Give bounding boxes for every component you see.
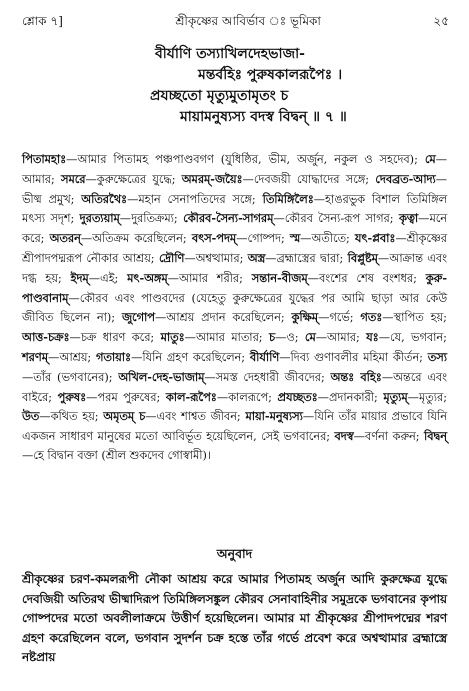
synonym-term: শরণম্ <box>22 349 49 364</box>
synonym-meaning: —গোষ্পদ; <box>236 232 290 246</box>
synonym-meaning: —কালরূপে; <box>216 390 278 404</box>
page-number: ২৫ <box>433 14 449 28</box>
synonym-term: দেবব্রত-আদ্য <box>375 171 436 186</box>
synonym-term: বিপ্লুষ্টম্ <box>347 250 378 265</box>
synonym-term: মে <box>424 152 436 166</box>
synonym-term: কাল-রূপৈঃ <box>165 389 217 404</box>
translation-paragraph: শ্রীকৃষ্ণের চরণ-কমলরূপী নৌকা আশ্রয় করে আমার পিতামহ অর্জুন আদি কুরুক্ষেত্র যুদ্ধে দেবজিয়ী অতিরথ ভীষ্মাদিরূপ তিমিঙ্গিলসঙ্কুল কৌরব সেনাবাহিনীর সমুদ্রকে ভগবানের কৃপায় গোষ্পদের মতো অবলীলাক্রমে উত্তীর্ণ হয়েছিলেন। আমার মা শ্রীকৃষ্ণের শ্রীপাদপদ্মের শরণ গ্রহণ করেছিলেন বলে, ভগবান সুদর্শন চক্র হস্তে তাঁর গর্ভে প্রবেশ করে অশ্বত্থামার ব্রহ্মাস্ত্রে নষ্টপ্রায় <box>22 572 447 664</box>
synonym-meaning: —আশ্রয়; <box>48 350 96 364</box>
synonym-term: কৌরব-সৈন্য-সাগরম্ <box>183 211 274 226</box>
synonym-meaning: —চক্র ধারণ করে; <box>69 331 161 345</box>
synonym-meaning: —আশ্রয় প্রদান করেছিলেন; <box>154 311 292 325</box>
synonym-term: দ্রৌণি <box>158 250 185 265</box>
synonym-meaning: —কথিত হয়; <box>39 410 104 424</box>
synonym-meaning: —অতীতে; <box>300 232 355 246</box>
chapter-title: শ্রীকৃষ্ণের আবির্ভাব ঃ ভূমিকা <box>175 14 321 28</box>
synonym-meaning: —আক্রান্ত এবং দগ্ধ হয়; <box>22 251 447 285</box>
synonym-term: ইদম্ <box>70 270 89 285</box>
synonym-term: মাতুঃ <box>160 330 185 345</box>
synonym-term: বৎস-পদম্ <box>191 231 237 246</box>
page-header <box>22 14 449 32</box>
synonym-term: বিদ্বন্ <box>424 429 447 444</box>
synonym-term: জুগোপ <box>121 310 155 325</box>
synonym-meaning: —অশ্বত্থামার; <box>184 251 248 265</box>
synonym-meaning: —বংশের শেষ বংশধর; <box>307 271 426 285</box>
synonym-term: চ <box>268 330 276 345</box>
synonym-term: অখিল-দেহ-ভাজাম্ <box>118 369 205 384</box>
synonym-term: কৃত্বা <box>398 211 419 226</box>
synonym-meaning: —দুরতিক্রম্য; <box>119 212 184 226</box>
synonym-meaning: —এবং শাশ্বত জীবন; <box>145 410 246 424</box>
synonym-meaning: —ও; <box>275 331 305 345</box>
synonym-meaning: —যে, ভগবান; <box>378 331 447 345</box>
synonym-meaning: —মনে করে; <box>22 212 448 246</box>
synonym-term: অতিরথৈঃ <box>81 191 128 206</box>
synonym-meaning: —কুরুক্ষেত্রের যুদ্ধে; <box>85 172 182 186</box>
synonym-term: স্ম <box>289 231 301 246</box>
synonym-term: অন্তঃ বহিঃ <box>330 369 382 384</box>
synonym-meaning: —আমার; <box>315 331 367 345</box>
word-for-word-synonyms <box>22 150 447 466</box>
synonym-meaning: —আমার শরীর; <box>167 271 252 285</box>
synonym-term: অমরম্-জয়ৈঃ <box>181 171 243 186</box>
synonym-term: মৃত্যুম্ <box>383 389 408 404</box>
synonym-term: মায়া-মনুষ্যস্য <box>245 409 303 424</box>
synonym-term: কুরু-পাণ্ডবানাম্ <box>22 270 448 305</box>
synonym-term: তিমিঙ্গিলৈঃ <box>262 191 314 206</box>
synonym-meaning: —মৃত্যুর; <box>407 390 447 404</box>
verse-line-2: মন্তর্বহিঃ পুরুষকালরূপৈঃ । <box>198 67 343 83</box>
synonym-meaning: —বর্ণনা করুন; <box>353 430 424 444</box>
synonym-meaning: —সমস্ত দেহধারী জীবদের; <box>204 370 331 384</box>
synonym-meaning: —ভীষ্ম প্রমুখ; <box>22 172 447 206</box>
synonym-term: যৎ-প্লবাঃ <box>354 231 396 246</box>
synonym-meaning: —যিনি গ্রহণ করেছিলেন; <box>131 350 250 364</box>
synonym-meaning: —আমার পিতামহ পঞ্চপাণ্ডবগণ (যুধিষ্ঠির, ভীম, অর্জুন, নকুল ও সহদেব); <box>66 153 425 166</box>
verse-line-3: প্রযচ্ছতো মৃত্যুমুতামৃতং চ <box>150 88 289 104</box>
synonym-term: বীর্যাণি <box>249 349 280 364</box>
synonym-meaning: —স্থাপিত হয়; <box>382 311 447 325</box>
synonym-term: অমৃতম্ চ <box>103 409 146 424</box>
synonym-term: মৎ-অঙ্গম্ <box>127 270 168 285</box>
synonym-meaning: —ব্রহ্মাস্ত্রের দ্বারা; <box>265 251 348 265</box>
synonym-meaning: —মহান সেনাপতিদের সঙ্গে; <box>127 192 263 206</box>
synonym-term: অতরন্ <box>49 231 81 246</box>
synonym-meaning: —আমার মাতার; <box>184 331 269 345</box>
synonym-term: বদস্ব <box>334 429 354 444</box>
synonym-meaning: —কৌরব এবং পাণ্ডবদের (যেহেতু কুরুক্ষেত্রের যুদ্ধের পর আমি ছাড়া আর কেউ জীবিত ছিলেন না); <box>22 291 447 325</box>
synonym-meaning: —দিব্য গুণাবলীর মহিমা কীর্তন; <box>279 350 428 364</box>
synonym-term: তস্য <box>427 349 447 364</box>
synonym-term: সমরে <box>61 171 86 186</box>
synonym-term: দুরত্যয়াম্ <box>79 211 120 226</box>
synonym-meaning: —হাঙরভুক বিশাল তিমিঙ্গিল মৎস্য সদৃশ; <box>22 192 447 226</box>
translation-heading: অনুবাদ <box>216 546 253 561</box>
synonym-term: যঃ <box>366 330 379 345</box>
synonym-term: উত <box>22 409 40 424</box>
synonym-meaning: —শ্রীকৃষ্ণের শ্রীপাদপদ্মরূপ নৌকার আশ্রয়; <box>22 232 447 265</box>
synonym-term: কুক্ষিম্ <box>291 310 319 325</box>
synonym-meaning: —অতিক্রম করেছিলেন; <box>80 232 192 246</box>
synonym-term: পুরুষঃ <box>57 389 87 404</box>
synonym-term: আত্ত-চক্রঃ <box>22 330 70 345</box>
synonym-meaning: —কৌরব সৈন্য-রূপ সাগর; <box>273 212 399 226</box>
synonym-term: প্রযচ্ছতঃ <box>277 389 318 404</box>
verse-line-4: মায়ামনুষ্যস্য বদস্ব বিদ্বন্ ॥ ৭ ॥ <box>180 109 347 125</box>
synonym-meaning: —তাঁর (ভগবানের); <box>22 370 119 384</box>
synonym-meaning: —পরম পুরুষের; <box>86 390 166 404</box>
sanskrit-verse <box>150 44 450 128</box>
synonym-meaning: —যিনি তাঁর মায়ার প্রভাবে যিনি একজন সাধারণ মানুষের মতো আবির্ভূত হয়েছিলেন, সেই ভগবানের; <box>22 410 448 444</box>
synonym-term: গতঃ <box>360 310 383 325</box>
synonym-term: সন্তান-বীজম্ <box>251 270 308 285</box>
verse-line-1: বীর্যাণি তস্যাখিলদেহভাজা- <box>155 46 305 62</box>
synonym-meaning: —এই; <box>88 271 128 285</box>
synonym-term: অস্ত্র <box>247 250 266 265</box>
synonym-term: মে <box>304 330 316 345</box>
synonym-meaning: —হে বিদ্বান বক্তা (শ্রীল শুকদেব গোস্বামী)। <box>22 448 211 462</box>
synonym-meaning: —আমার; <box>22 153 447 186</box>
synonym-meaning: —অন্তরে এবং বাইরে; <box>22 370 447 404</box>
synonym-term: গতায়াঃ <box>95 349 132 364</box>
synonym-meaning: —গর্ভে; <box>318 311 361 325</box>
synonym-meaning: —প্রদানকারী; <box>317 390 384 404</box>
verse-reference: শ্লোক ৭] <box>22 14 63 28</box>
synonym-term: পিতামহাঃ <box>22 152 67 166</box>
synonym-meaning: —দেবজয়ী যোদ্ধাদের সঙ্গে; <box>242 172 376 186</box>
